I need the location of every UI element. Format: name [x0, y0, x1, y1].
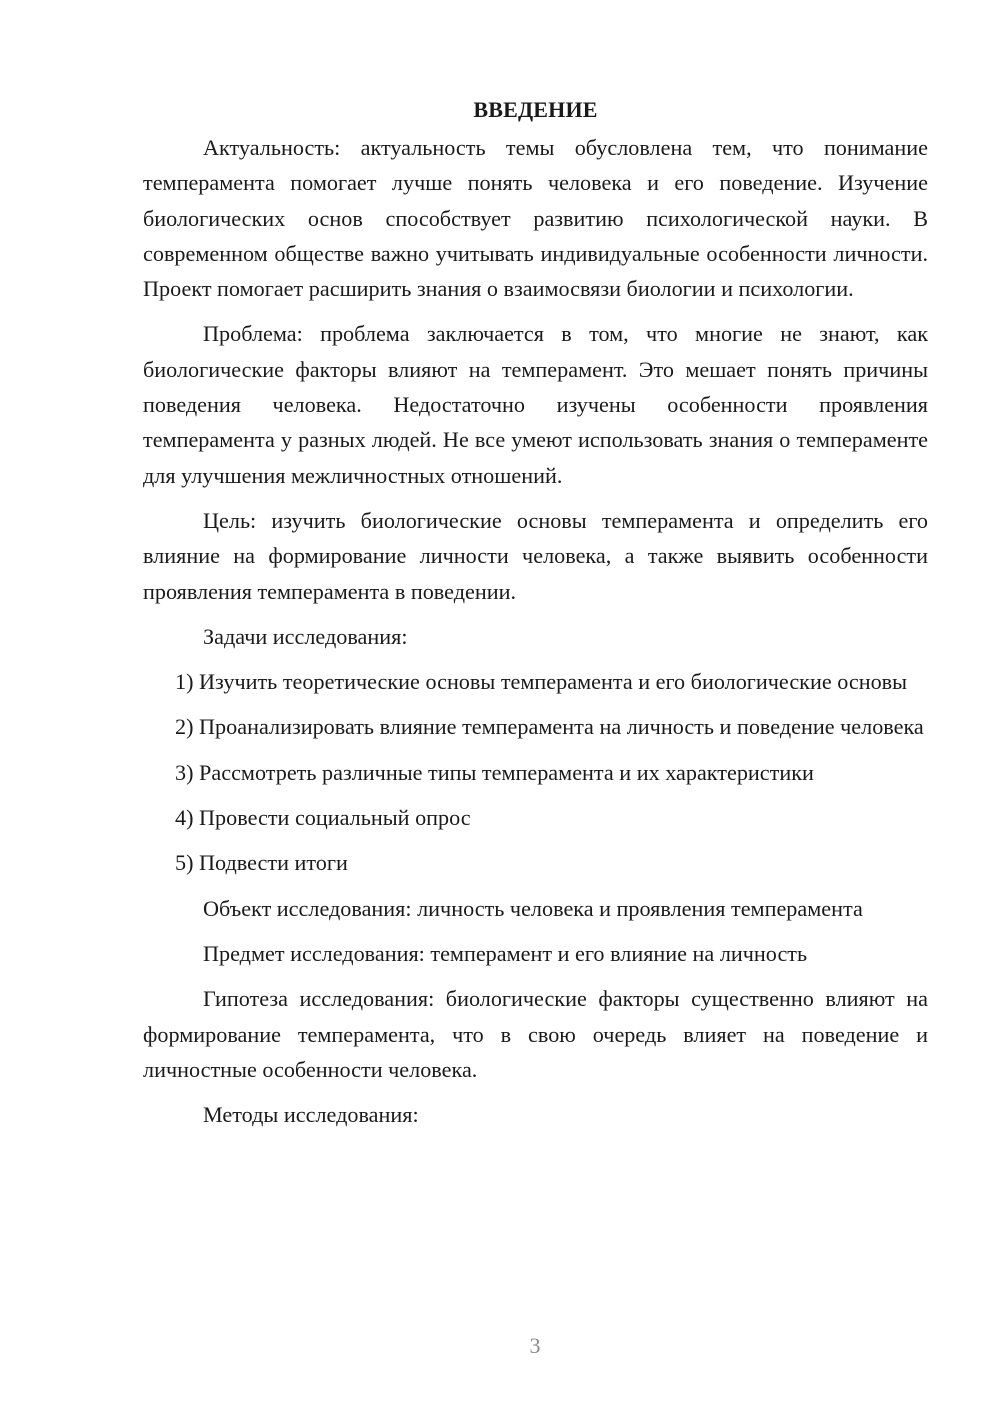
task-item-5: 5) Подвести итоги [175, 850, 348, 876]
object-paragraph: Объект исследования: личность человека и проявления темперамента [203, 895, 863, 921]
task-item-3: 3) Рассмотреть различные типы темперамента и их характеристики [175, 759, 814, 785]
page-number: 3 [529, 1333, 541, 1358]
task-item-1: 1) Изучить теоретические основы темперамента и его биологические основы [175, 669, 908, 695]
relevance-paragraph: Актуальность: актуальность темы обусловлена тем, что понимание темперамента помогает лучше понять человека и его поведение. Изучение биологических основ способствует развитию психологической науки. В современном обществе важно учитывать индивидуальные особенности личности. Проект помогает расширить знания о взаимосвязи биологии и психологии. [143, 135, 928, 302]
methods-title: Методы исследования: [203, 1102, 419, 1128]
subject-paragraph: Предмет исследования: темперамент и его влияние на личность [203, 940, 808, 966]
hypothesis-paragraph: Гипотеза исследования: биологические факторы существенно влияют на формирование темперамента, что в свою очередь влияет на поведение и личностные особенности человека. [143, 986, 928, 1082]
task-item-2: 2) Проанализировать влияние темперамента на личность и поведение человека [175, 714, 924, 740]
document-page [143, 95, 928, 1142]
goal-paragraph: Цель: изучить биологические основы темперамента и определить его влияние на формирование личности человека, а также выявить особенности проявления темперамента в поведении. [143, 507, 928, 604]
task-item-4: 4) Провести социальный опрос [175, 805, 471, 831]
section-heading: ВВЕДЕНИЕ [473, 97, 598, 122]
problem-paragraph: Проблема: проблема заключается в том, что многие не знают, как биологические факторы влияют на темперамент. Это мешает понять причины поведения человека. Недостаточно изучены особенности проявления темперамента у разных людей. Не все умеют использовать знания о темпераменте для улучшения межличностных отношений. [143, 321, 928, 488]
tasks-title: Задачи исследования: [203, 623, 408, 649]
